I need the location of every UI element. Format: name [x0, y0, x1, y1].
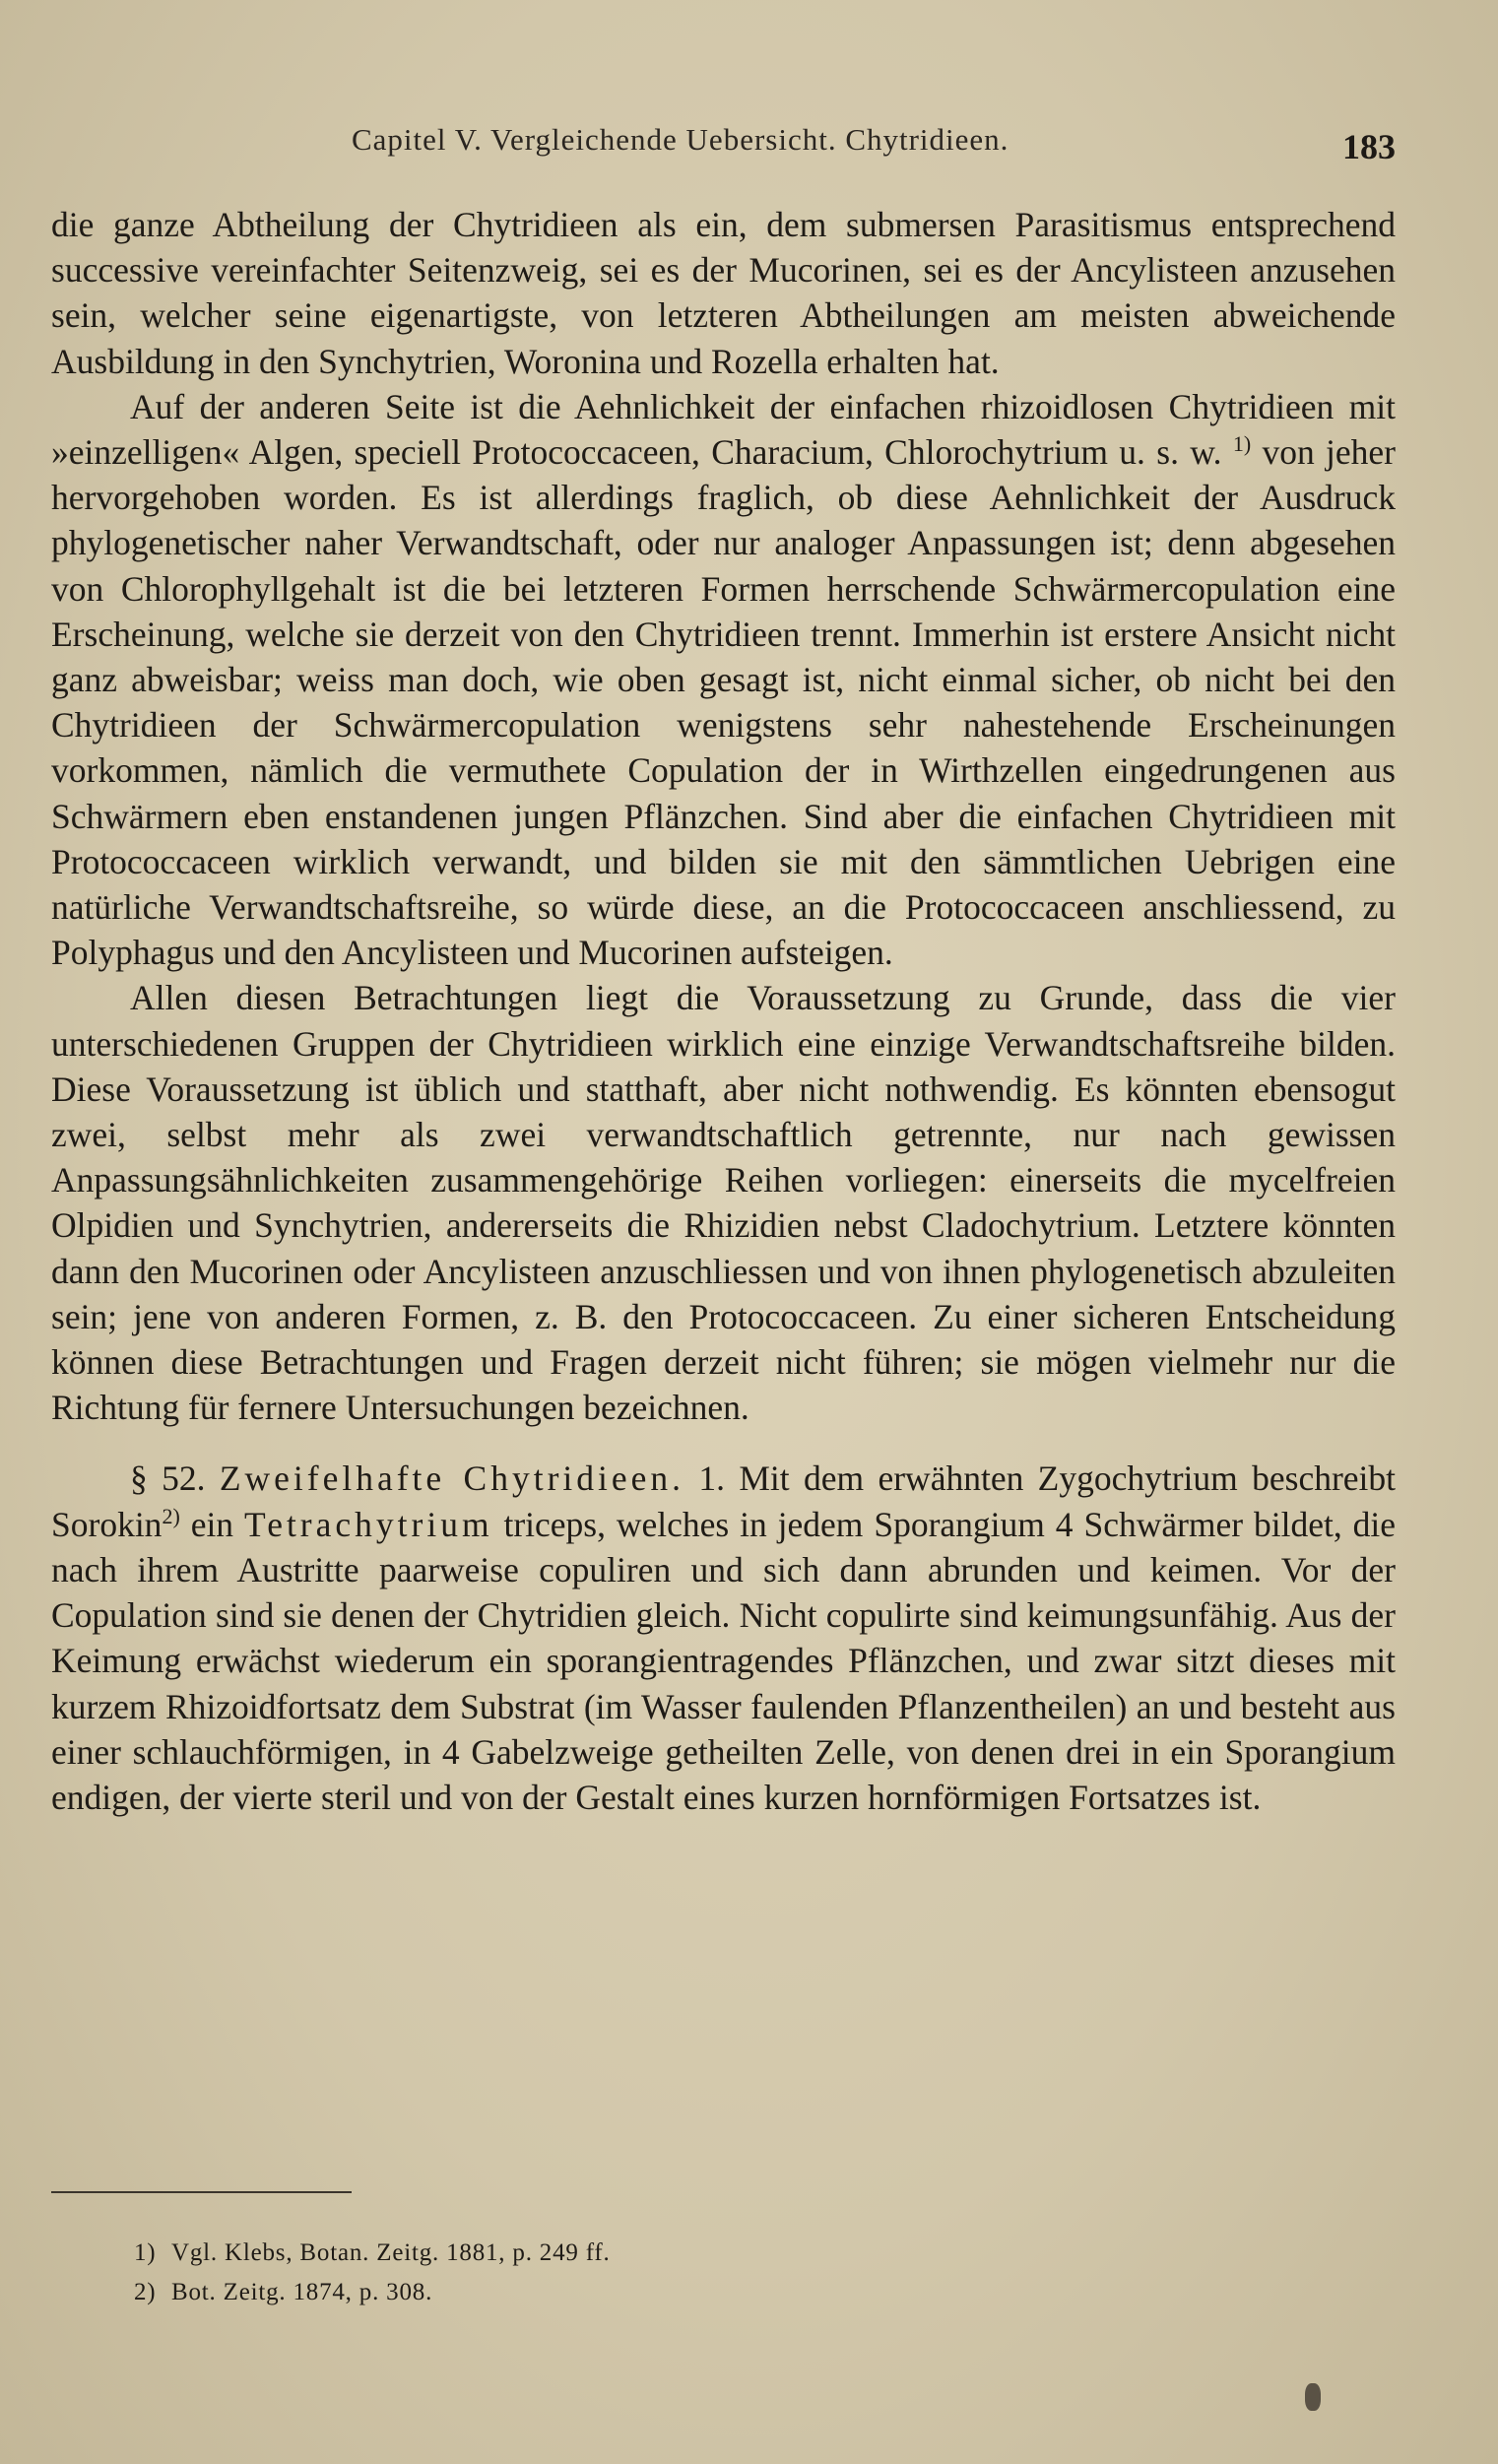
page-number: 183: [1342, 127, 1396, 166]
section-text-2: ein: [190, 1504, 234, 1544]
section-text-3: triceps, welches in jedem Sporangium 4 Schwärmer bildet, die nach ihrem Austritte paarweise copuliren und sich dann abrunden und keimen. Vor der Copulation sind sie denen der Chytridien gleich. Nicht copulirte sind keimungsunfähig. Aus der Keimung erwächst wiederum ein sporangientragendes Pflänzchen, und zwar sitzt dieses mit kurzem Rhizoidfortsatz dem Substrat (im Wasser faulenden Pflanzentheilen) an und besteht aus einer schlauchförmigen, in 4 Gabelzweige getheilten Zelle, von denen drei in ein Sporangium endigen, der vierte steril und von der Gestalt eines kurzen hornförmigen Fortsatzes ist.: [51, 1504, 1397, 1817]
section-heading: Zweifelhafte Chytridieen.: [219, 1459, 685, 1499]
paragraph-2-text-after: von jeher hervorgehoben worden. Es ist allerdings fraglich, ob diese Aehnlichkeit der Ausdruck phylogenetischer naher Verwandtschaft, oder nur analoger Anpassungen ist; denn abgesehen von Chlorophyllgehalt ist die bei letzteren Formen herrschende Schwärmercopulation eine Erscheinung, welche sie derzeit von den Chytridieen trennt. Immerhin ist erstere Ansicht nicht ganz abweisbar; weiss man doch, wie oben gesagt ist, nicht einmal sicher, ob nicht bei den Chytridieen der Schwärmercopulation wenigstens sehr nahestehende Erscheinungen vorkommen, nämlich die vermuthete Copulation der in Wirthzellen eingedrungenen aus Schwärmern eben enstandenen jungen Pflänzchen. Sind aber die einfachen Chytridieen mit Protococcaceen wirklich verwandt, und bilden sie mit den sämmtlichen Uebrigen eine natürliche Verwandtschaftsreihe, so würde diese, an die Protococcaceen anschliessend, zu Polyphagus und den Ancylisteen und Mucorinen aufsteigen.: [51, 432, 1396, 973]
section-text-1: Mit dem erwähnten Zygochytrium beschreibt Sorokin: [51, 1459, 1397, 1544]
main-text: [51, 202, 1396, 1820]
item-number: 1.: [698, 1459, 725, 1499]
footnote-2: [134, 2273, 1119, 2312]
footnote-ref-2[interactable]: 2): [162, 1503, 180, 1528]
footnote-divider: [51, 2191, 352, 2193]
section-52-paragraph: [51, 1456, 1396, 1820]
footnote-2-mark: 2): [134, 2279, 157, 2305]
page-header: [51, 116, 1396, 175]
paragraph-2-text-before: Auf der anderen Seite ist die Aehnlichkeit der einfachen rhizoidlosen Chytridieen mit »einzelligen« Algen, speciell Protococcaceen, Characium, Chlorochytrium u. s. w.: [51, 386, 1396, 473]
running-head: Capitel V. Vergleichende Uebersicht. Chytridieen.: [352, 122, 1010, 157]
section-number: § 52.: [130, 1459, 206, 1499]
ink-smudge: [1305, 2383, 1321, 2411]
footnote-1-mark: 1): [134, 2239, 157, 2266]
paragraph-2: [51, 384, 1396, 976]
footnote-1-text: Vgl. Klebs, Botan. Zeitg. 1881, p. 249 ff.: [171, 2239, 611, 2266]
footnote-1: [134, 2234, 1119, 2273]
paragraph-1: die ganze Abtheilung der Chytridieen als ein, dem submersen Parasitismus entsprechend successive vereinfachter Seitenzweig, sei es der Mucorinen, sei es der Ancylisteen anzusehen sein, welcher seine eigenartigste, von letzteren Abtheilungen am meisten abweichende Ausbildung in den Synchytrien, Woronina und Rozella erhalten hat.: [51, 205, 1396, 381]
footnote-ref-1[interactable]: 1): [1232, 431, 1252, 457]
footnotes: [134, 2234, 1119, 2312]
paragraph-3: Allen diesen Betrachtungen liegt die Voraussetzung zu Grunde, dass die vier unterschiedenen Gruppen der Chytridieen wirklich eine einzige Verwandtschaftsreihe bilden. Diese Voraussetzung ist üblich und statthaft, aber nicht nothwendig. Es könnten ebensogut zwei, selbst mehr als zwei verwandtschaftlich getrennte, nur nach gewissen Anpassungsähnlichkeiten zusammengehörige Reihen vorliegen: einerseits die mycelfreien Olpidien und Synchytrien, andererseits die Rhizidien nebst Cladochytrium. Letztere könnten dann den Mucorinen oder Ancylisteen anzuschliessen und von ihnen phylogenetisch abzuleiten sein; jene von anderen Formen, z. B. den Protococcaceen. Zu einer sicheren Entscheidung können diese Betrachtungen und Fragen derzeit nicht führen; sie mögen vielmehr nur die Richtung für fernere Untersuchungen bezeichnen.: [51, 978, 1396, 1428]
footnote-2-text: Bot. Zeitg. 1874, p. 308.: [171, 2279, 433, 2305]
species-genus: Tetrachytrium: [243, 1504, 493, 1544]
